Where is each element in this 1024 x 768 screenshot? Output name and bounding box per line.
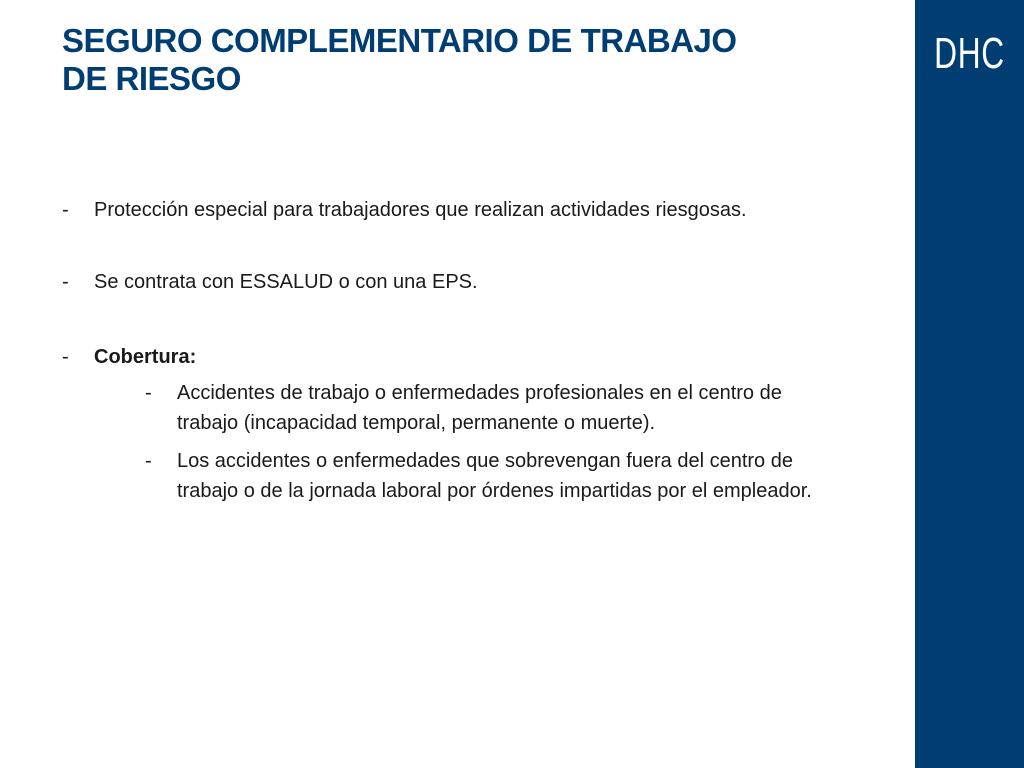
slide-title-line-1: SEGURO COMPLEMENTARIO DE TRABAJO — [62, 22, 737, 59]
bullet-contrata — [62, 267, 822, 297]
sub-bullet-accidentes-fuera — [145, 446, 825, 506]
sub-bullet-dash: - — [145, 382, 152, 404]
bullet-text: Protección especial para trabajadores que realizan actividades riesgosas. — [94, 199, 747, 221]
bullet-dash: - — [62, 346, 69, 368]
bullet-proteccion — [62, 195, 822, 225]
bullet-text: Cobertura: — [94, 346, 197, 368]
bullet-cobertura — [62, 342, 822, 372]
sub-bullet-text: Los accidentes o enfermedades que sobrevengan fuera del centro de trabajo o de la jornada laboral por órdenes impartidas por el empleador. — [177, 450, 812, 502]
bullet-dash: - — [62, 199, 69, 221]
slide-title — [62, 22, 842, 98]
bullet-dash: - — [62, 271, 69, 293]
brand-sidebar — [915, 0, 1024, 768]
dhc-logo: DHC — [934, 29, 1005, 78]
slide-title-line-2: DE RIESGO — [62, 60, 241, 97]
sub-bullet-dash: - — [145, 450, 152, 472]
sub-bullet-accidentes-trabajo — [145, 378, 825, 438]
bullet-text: Se contrata con ESSALUD o con una EPS. — [94, 271, 478, 293]
sub-bullet-text: Accidentes de trabajo o enfermedades profesionales en el centro de trabajo (incapacidad temporal, permanente o muerte). — [177, 382, 782, 434]
